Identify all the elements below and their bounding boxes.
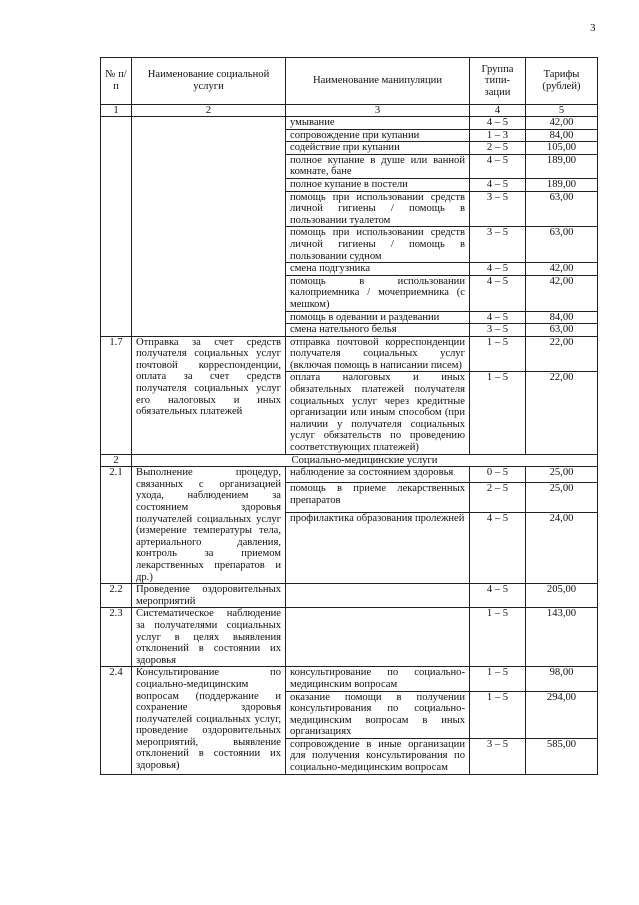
manipulation-name: помощь при использовании средств личной гигиены / помощь в пользовании туалетом: [286, 191, 470, 227]
manipulation-name: полное купание в душе или ванной комнате, бане: [286, 154, 470, 178]
row-number-empty: [101, 117, 132, 337]
header-service: Наименование социальной услуги: [132, 58, 286, 105]
service-name: Консультирование по социально-медицинским вопросам (поддержание и сохранение здоровья получателей социальных услуг, проведение оздоровительных мероприятий, выявление отклонений в состоянии их здоровья): [132, 667, 286, 774]
column-number: 2: [132, 105, 286, 117]
table-row: [101, 584, 598, 608]
column-number: 4: [470, 105, 526, 117]
manipulation-name: помощь в использовании калоприемника / мочеприемника (с мешком): [286, 275, 470, 311]
group-range: 2 – 5: [470, 482, 526, 512]
manipulation-name: содействие при купании: [286, 142, 470, 155]
group-range: 1 – 3: [470, 129, 526, 142]
tariff-value: 22,00: [526, 336, 598, 372]
service-name: Выполнение процедур, связанных с организацией ухода, наблюдением за состоянием здоровья получателей социальных услуг (измерение температуры тела, артериального давления, контроль за приемом лекарственных препаратов и др.): [132, 467, 286, 584]
table-header-row: [101, 58, 598, 105]
service-rows: [101, 336, 598, 774]
header-group: Группа типи-зации: [470, 58, 526, 105]
manipulation-name: профилактика образования пролежней: [286, 513, 470, 584]
manipulation-name: сопровождение при купании: [286, 129, 470, 142]
manipulation-name: наблюдение за состоянием здоровья: [286, 467, 470, 483]
group-range: 3 – 5: [470, 227, 526, 263]
continued-hygiene-rows: [101, 117, 598, 337]
section-row: [101, 454, 598, 467]
column-number: 3: [286, 105, 470, 117]
header-manipulation: Наименование манипуляции: [286, 58, 470, 105]
manipulation-name: полное купание в постели: [286, 178, 470, 191]
manipulation-name: консультирование по социально-медицинским вопросам: [286, 667, 470, 691]
row-number: 1.7: [101, 336, 132, 454]
header-tariff: Тарифы (рублей): [526, 58, 598, 105]
group-range: 4 – 5: [470, 263, 526, 276]
tariff-value: 42,00: [526, 117, 598, 130]
row-number: 2.2: [101, 584, 132, 608]
group-range: 1 – 5: [470, 608, 526, 667]
manipulation-name: оказание помощи в получении консультирования по социально-медицинским вопросам в иных организациях: [286, 691, 470, 738]
group-range: 4 – 5: [470, 154, 526, 178]
table-row: [101, 467, 598, 483]
table-row: [101, 608, 598, 667]
group-range: 4 – 5: [470, 117, 526, 130]
group-range: 4 – 5: [470, 311, 526, 324]
tariff-value: 25,00: [526, 467, 598, 483]
manipulation-name-empty: [286, 608, 470, 667]
column-number-row: [101, 105, 598, 117]
manipulation-name: помощь в приеме лекарственных препаратов: [286, 482, 470, 512]
row-number: 2.3: [101, 608, 132, 667]
row-number: 2.4: [101, 667, 132, 774]
group-range: 4 – 5: [470, 513, 526, 584]
tariff-value: 98,00: [526, 667, 598, 691]
manipulation-name: помощь при использовании средств личной гигиены / помощь в пользовании судном: [286, 227, 470, 263]
manipulation-name: сопровождение в иные организации для получения консультирования по социально-медицинским вопросам: [286, 738, 470, 774]
tariff-value: 294,00: [526, 691, 598, 738]
tariff-table: [100, 57, 598, 775]
tariff-value: 63,00: [526, 191, 598, 227]
manipulation-name: умывание: [286, 117, 470, 130]
group-range: 1 – 5: [470, 667, 526, 691]
service-name: Систематическое наблюдение за получателями социальных услуг в целях выявления отклонений в состоянии их здоровья: [132, 608, 286, 667]
manipulation-name-empty: [286, 584, 470, 608]
row-number: 2.1: [101, 467, 132, 584]
service-name: Отправка за счет средств получателя социальных услуг почтовой корреспонденции, оплата за счет средств получателя социальных услуг его налоговых и иных обязательных платежей: [132, 336, 286, 454]
group-range: 1 – 5: [470, 691, 526, 738]
tariff-value: 25,00: [526, 482, 598, 512]
table-row: [101, 336, 598, 372]
section-title: Социально-медицинские услуги: [132, 454, 598, 467]
tariff-value: 42,00: [526, 263, 598, 276]
column-number: 1: [101, 105, 132, 117]
tariff-value: 143,00: [526, 608, 598, 667]
group-range: 1 – 5: [470, 372, 526, 454]
tariff-value: 24,00: [526, 513, 598, 584]
manipulation-name: помощь в одевании и раздевании: [286, 311, 470, 324]
tariff-value: 42,00: [526, 275, 598, 311]
manipulation-name: оплата налоговых и иных обязательных платежей получателя социальных услуг через кредитные организации или иным способом (при наличии у получателя социальных услуг обязательств по проведению соответствующих платежей): [286, 372, 470, 454]
group-range: 3 – 5: [470, 738, 526, 774]
tariff-value: 63,00: [526, 227, 598, 263]
manipulation-name: отправка почтовой корреспонденции получателя социальных услуг (включая помощь в написании писем): [286, 336, 470, 372]
page-number: 3: [590, 22, 596, 34]
tariff-value: 585,00: [526, 738, 598, 774]
group-range: 3 – 5: [470, 324, 526, 337]
tariff-value: 84,00: [526, 129, 598, 142]
table-row: [101, 667, 598, 691]
section-number: 2: [101, 454, 132, 467]
manipulation-name: смена нательного белья: [286, 324, 470, 337]
tariff-value: 189,00: [526, 178, 598, 191]
group-range: 2 – 5: [470, 142, 526, 155]
tariff-value: 22,00: [526, 372, 598, 454]
group-range: 4 – 5: [470, 275, 526, 311]
tariff-value: 63,00: [526, 324, 598, 337]
tariff-value: 105,00: [526, 142, 598, 155]
group-range: 4 – 5: [470, 584, 526, 608]
group-range: 3 – 5: [470, 191, 526, 227]
manipulation-name: смена подгузника: [286, 263, 470, 276]
tariff-value: 189,00: [526, 154, 598, 178]
service-name: Проведение оздоровительных мероприятий: [132, 584, 286, 608]
column-number: 5: [526, 105, 598, 117]
service-name-empty: [132, 117, 286, 337]
table-row: [101, 117, 598, 130]
group-range: 4 – 5: [470, 178, 526, 191]
tariff-value: 205,00: [526, 584, 598, 608]
header-num: № п/п: [101, 58, 132, 105]
tariff-value: 84,00: [526, 311, 598, 324]
group-range: 0 – 5: [470, 467, 526, 483]
group-range: 1 – 5: [470, 336, 526, 372]
